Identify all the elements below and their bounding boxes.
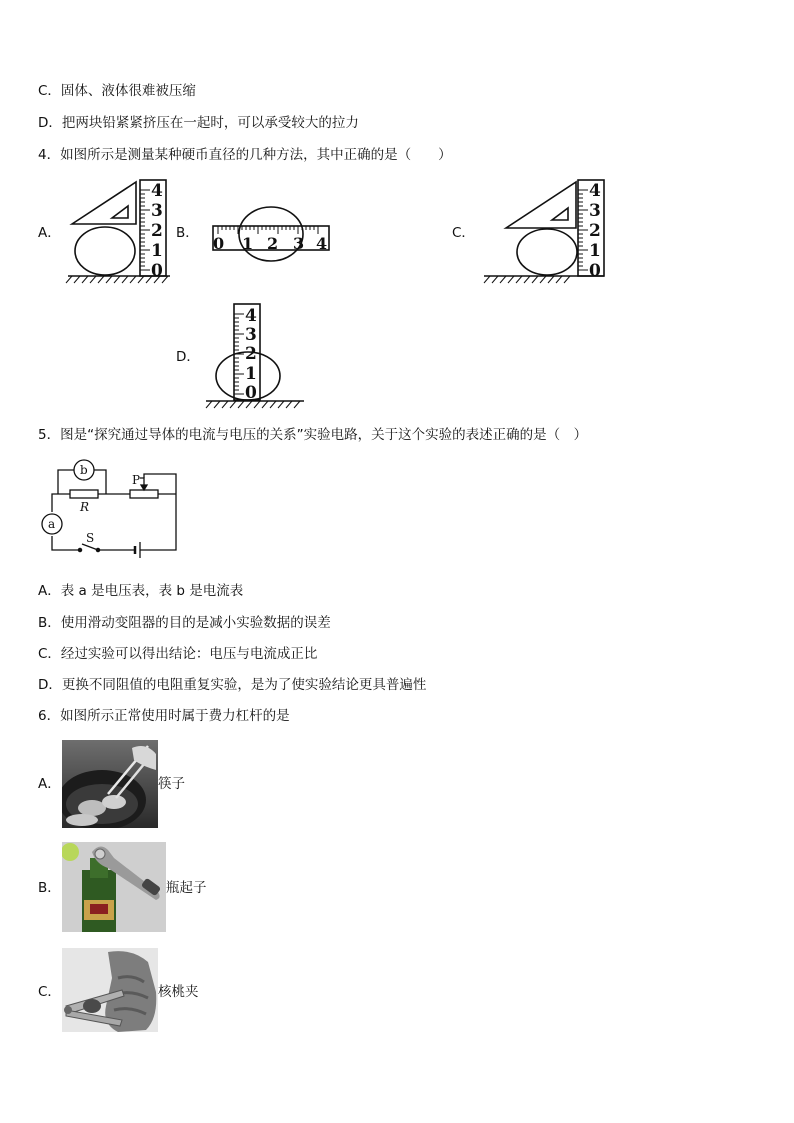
q4-label-a: A． (38, 225, 61, 241)
ruler-b-tick-3: 3 (293, 234, 305, 253)
q6-stem: 6．如图所示正常使用时属于费力杠杆的是 (38, 708, 290, 724)
q5-option-b: B．使用滑动变阻器的目的是减小实验数据的误差 (38, 615, 331, 631)
q6-caption-b: 瓶起子 (166, 880, 207, 896)
chopsticks-photo (62, 740, 158, 828)
q4-stem: 4．如图所示是测量某种硬币直径的几种方法，其中正确的是（ ） (38, 147, 452, 163)
ruler-a-tick-3: 3 (151, 201, 163, 221)
q3-option-c: C．固体、液体很难被压缩 (38, 83, 196, 99)
q6-caption-a: 筷子 (158, 776, 185, 792)
q4-figure-b (208, 204, 338, 266)
ruler-c-tick-4: 4 (589, 181, 601, 201)
ruler-a-tick-4: 4 (151, 181, 163, 201)
q5-stem: 5．图是“探究通过导体的电流与电压的关系”实验电路，关于这个实验的表述正确的是（ ） (38, 427, 588, 443)
q4-label-c: C． (452, 225, 475, 241)
ruler-a-tick-0: 0 (151, 261, 163, 281)
ruler-d-tick-2: 2 (245, 344, 257, 364)
q4-label-b: B． (176, 225, 199, 241)
meter-a-label: a (48, 517, 56, 531)
ruler-c-tick-3: 3 (589, 201, 601, 221)
ruler-d-tick-3: 3 (245, 325, 257, 345)
q4-figure-d (200, 300, 310, 414)
q4-figure-a (60, 176, 180, 288)
q6-caption-c: 核桃夹 (158, 984, 199, 1000)
ruler-d-tick-1: 1 (245, 364, 257, 384)
switch-label: S (86, 531, 95, 545)
resistor-symbol (70, 490, 98, 498)
q6-label-b: B． (38, 880, 61, 896)
q6-label-c: C． (38, 984, 61, 1000)
slider-label: P (132, 473, 141, 487)
resistor-label: R (80, 500, 90, 514)
q3-option-d: D．把两块铅紧紧挤压在一起时，可以承受较大的拉力 (38, 115, 359, 131)
ruler-b-tick-0: 0 (213, 234, 225, 253)
nutcracker-photo (62, 948, 158, 1032)
ruler-c-tick-1: 1 (589, 241, 601, 261)
q4-figure-c (480, 176, 612, 288)
ruler-b-tick-4: 4 (316, 234, 328, 253)
q4-label-d: D． (176, 349, 200, 365)
ruler-c-tick-2: 2 (589, 221, 601, 241)
bottle-opener-photo (62, 842, 166, 932)
q5-option-c: C．经过实验可以得出结论：电压与电流成正比 (38, 646, 318, 662)
q5-option-d: D．更换不同阻值的电阻重复实验，是为了使实验结论更具普遍性 (38, 677, 427, 693)
ruler-a-tick-2: 2 (151, 221, 163, 241)
ruler-b-tick-1: 1 (242, 234, 254, 253)
ruler-b-tick-2: 2 (267, 234, 279, 253)
ruler-d-tick-0: 0 (245, 383, 257, 403)
q5-circuit-diagram (36, 456, 186, 560)
ruler-d-tick-4: 4 (245, 306, 257, 326)
ruler-a-tick-1: 1 (151, 241, 163, 261)
meter-b-label: b (80, 463, 88, 477)
q5-option-a: A．表 a 是电压表，表 b 是电流表 (38, 583, 244, 599)
q6-label-a: A． (38, 776, 61, 792)
ruler-c-tick-0: 0 (589, 261, 601, 281)
